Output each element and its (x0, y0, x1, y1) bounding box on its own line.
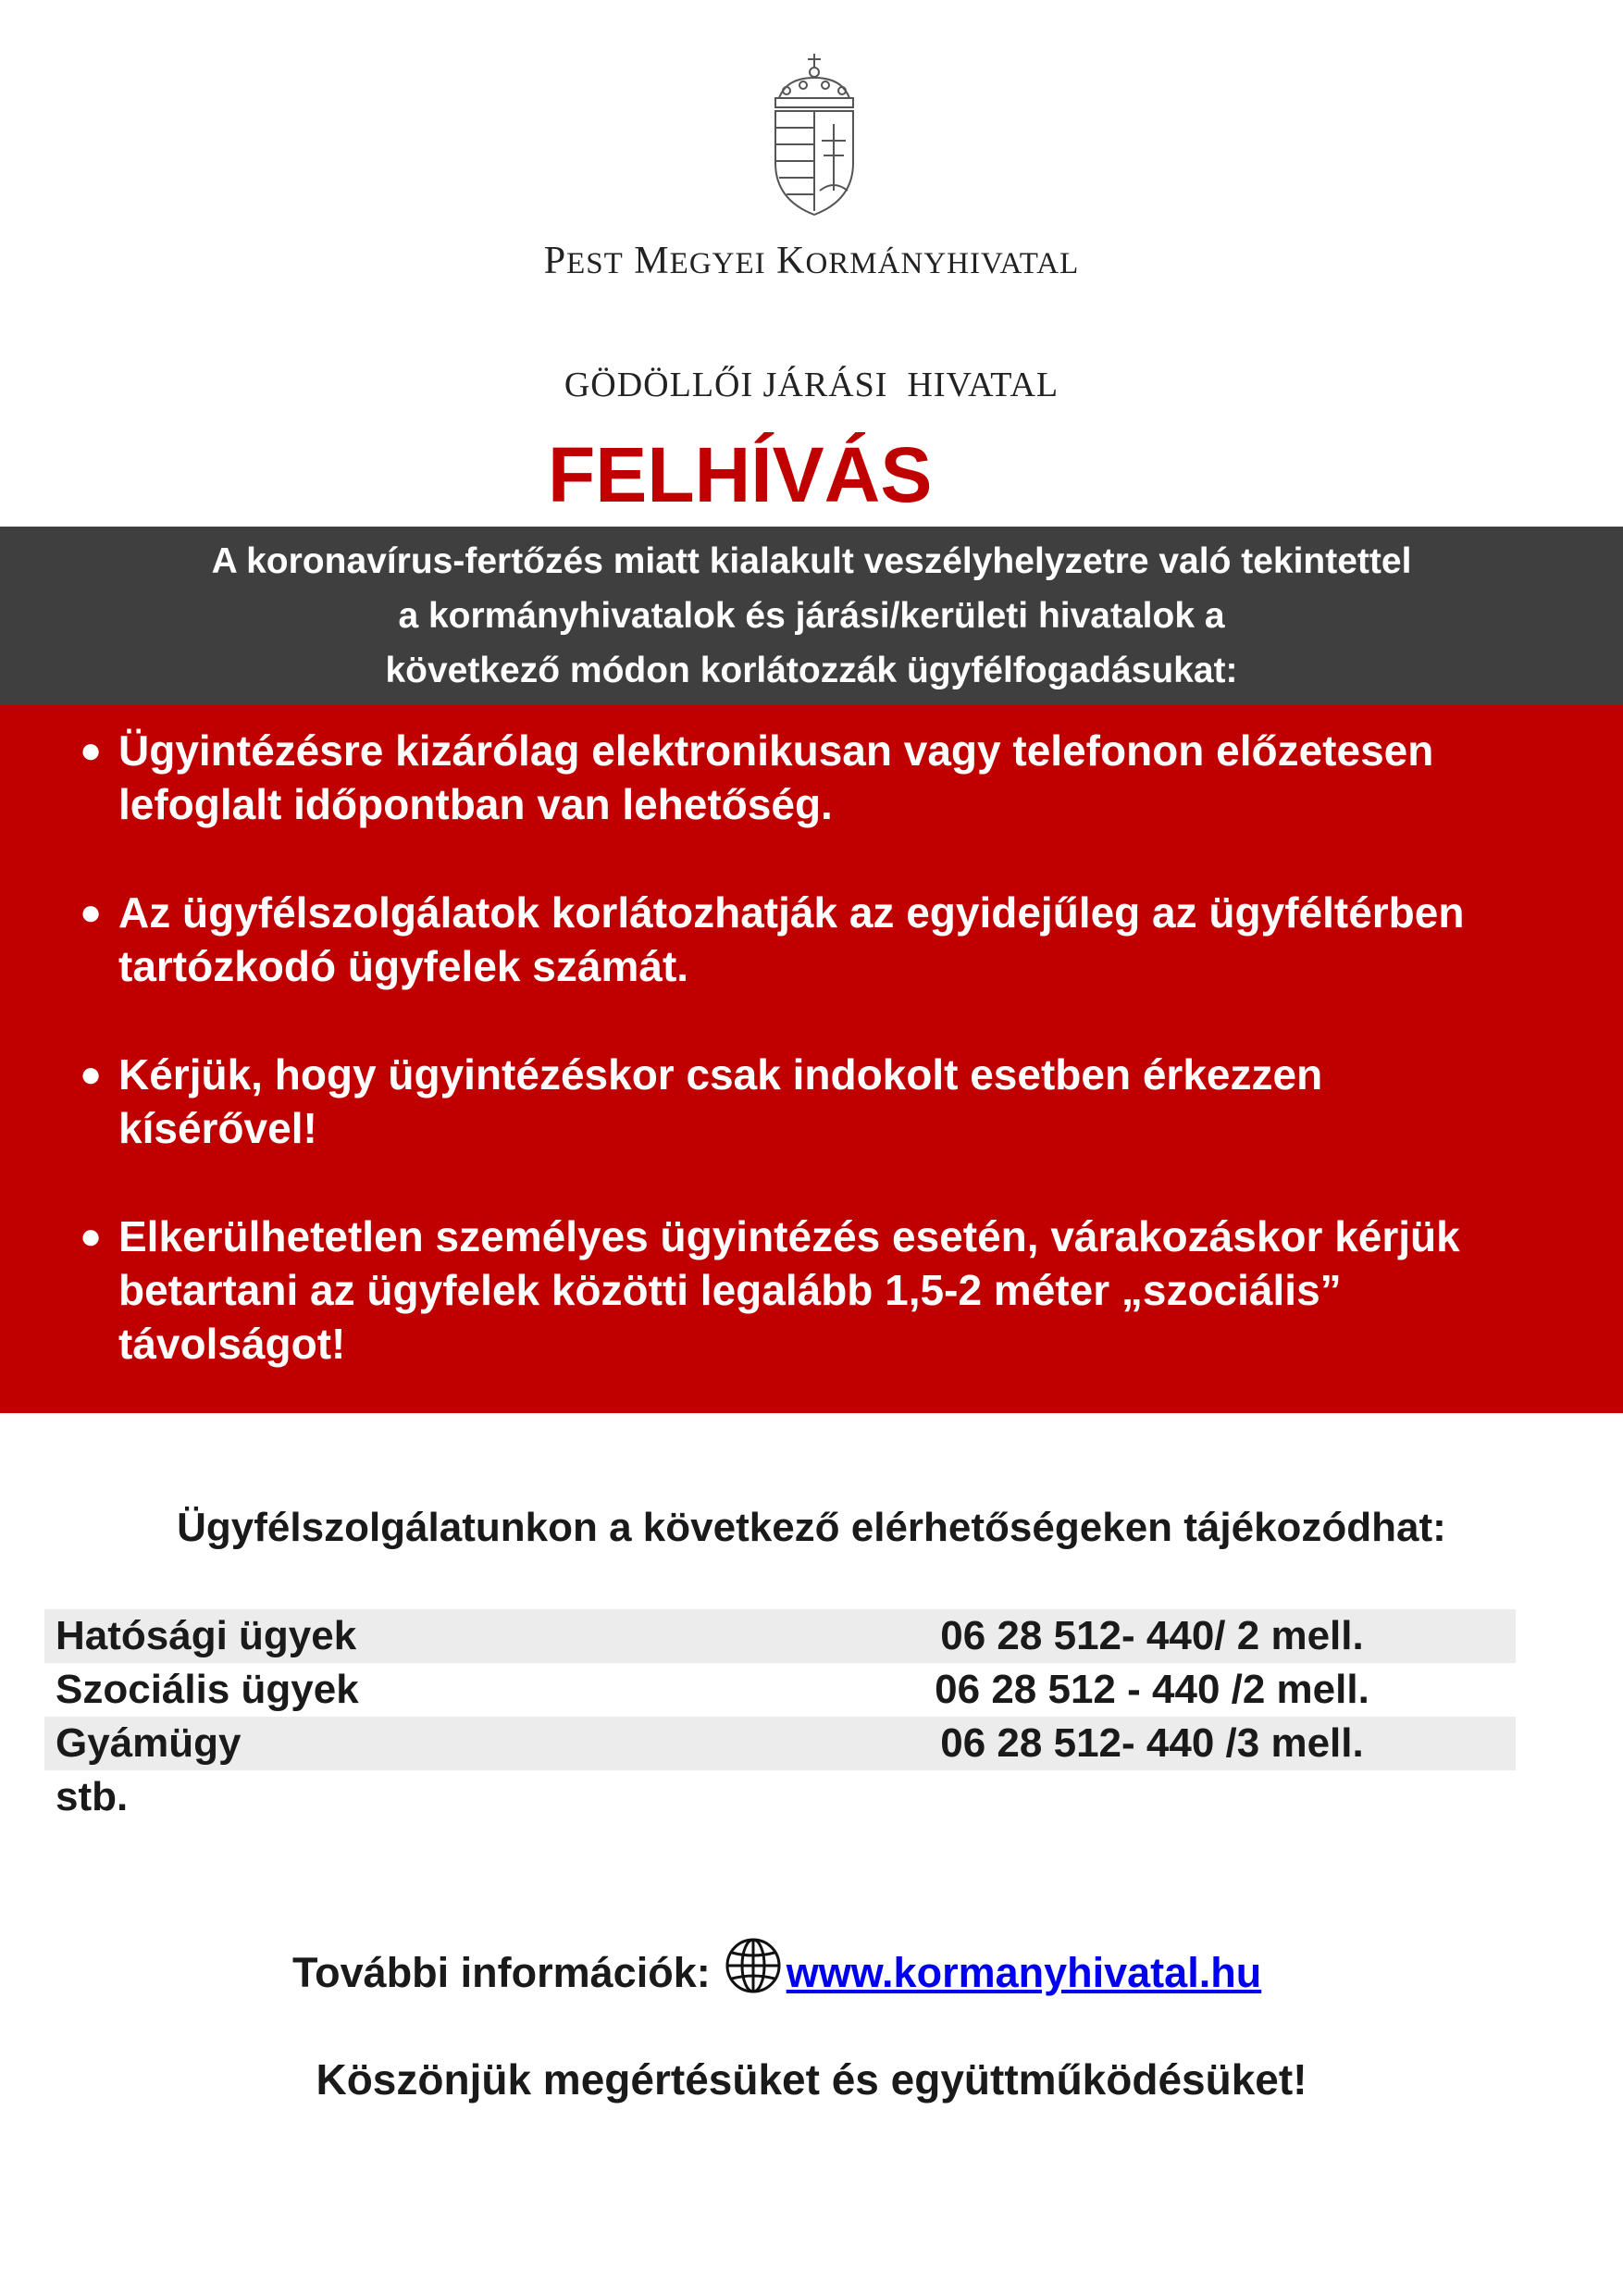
contacts-table (44, 1609, 1516, 1824)
contacts-heading: Ügyfélszolgálatunkon a következő elérhetőségeken tájékozódhat: (177, 1505, 1446, 1550)
rules-panel (0, 705, 1623, 1413)
rule-line: Ügyintézésre kizárólag elektronikusan vagy telefonon előzetesen (118, 726, 1434, 775)
agency-name (0, 239, 1623, 283)
contact-row (44, 1609, 1516, 1663)
rule-line: távolságot! (118, 1320, 346, 1368)
intro-line: A koronavírus-fertőzés miatt kialakult veszélyhelyzetre való tekintettel (211, 541, 1412, 581)
rule-line: tartózkodó ügyfelek számát. (118, 942, 689, 990)
agency-word: PEST (543, 240, 624, 282)
bullet-dot-icon: ● (80, 1216, 103, 1257)
contact-label: stb. (56, 1774, 129, 1819)
contact-row (44, 1663, 1516, 1717)
rule-line: betartani az ügyfelek közötti legalább 1,5-2 méter „szociális” (118, 1266, 1342, 1314)
website-link[interactable]: www.kormanyhivatal.hu (786, 1949, 1262, 1996)
rule-item (74, 1048, 1592, 1155)
contact-label: Hatósági ügyek (56, 1613, 357, 1658)
more-info-label: További információk: (292, 1949, 711, 1996)
agency-word: MEGYEI (634, 240, 766, 282)
rule-line: lefoglalt időpontban van lehetőség. (118, 780, 833, 828)
intro-banner (0, 527, 1623, 705)
intro-line: következő módon korlátozzák ügyfélfogadásukat: (385, 651, 1238, 690)
hungarian-coat-of-arms-icon (759, 52, 870, 218)
office-name: GÖDÖLLŐI JÁRÁSI HIVATAL (564, 366, 1059, 404)
contact-label: Szociális ügyek (56, 1667, 359, 1712)
contact-phone: 06 28 512- 440 /3 mell. (940, 1720, 1364, 1766)
intro-line: a kormányhivatalok és járási/kerületi hivatalok a (398, 596, 1225, 636)
page-title: FELHÍVÁS (548, 431, 933, 518)
globe-icon (724, 1936, 783, 1995)
rule-item (74, 1210, 1592, 1371)
rule-line: kísérővel! (118, 1104, 317, 1152)
rule-item (74, 724, 1592, 831)
bullet-dot-icon: ● (80, 892, 103, 933)
more-info (292, 1943, 1261, 2003)
bullet-dot-icon: ● (80, 1054, 103, 1095)
bullet-dot-icon: ● (80, 730, 103, 771)
rules-list (74, 724, 1592, 1425)
contact-row (44, 1717, 1516, 1770)
rule-line: Az ügyfélszolgálatok korlátozhatják az egyidejűleg az ügyféltérben (118, 888, 1465, 937)
rule-line: Elkerülhetetlen személyes ügyintézés esetén, várakozáskor kérjük (118, 1212, 1460, 1260)
contact-label: Gyámügy (56, 1720, 242, 1766)
rule-line: Kérjük, hogy ügyintézéskor csak indokolt esetben érkezzen (118, 1050, 1323, 1098)
rule-item (74, 886, 1592, 993)
thanks-message: Köszönjük megértésüket és együttműködésüket! (316, 2055, 1307, 2104)
contact-phone: 06 28 512 - 440 /2 mell. (935, 1667, 1369, 1712)
contact-row (44, 1770, 1516, 1824)
agency-word: KORMÁNYHIVATAL (776, 240, 1080, 282)
contact-phone: 06 28 512- 440/ 2 mell. (940, 1613, 1364, 1658)
